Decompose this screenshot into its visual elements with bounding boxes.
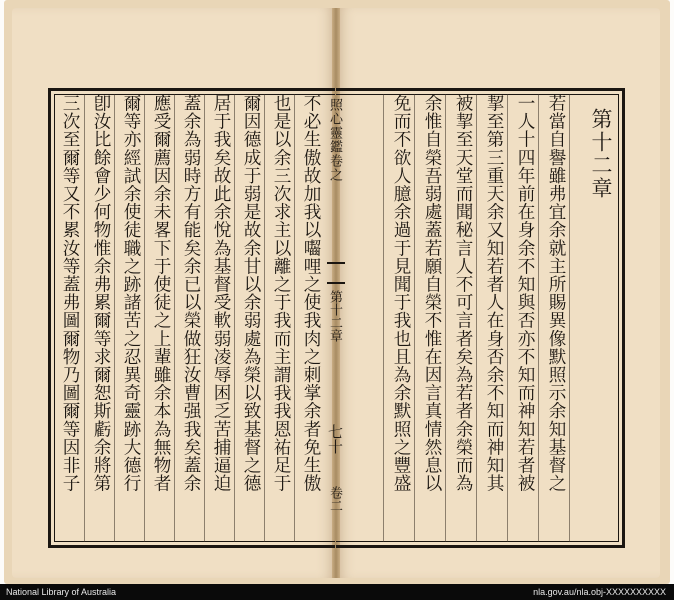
text-column: 爾等亦經試余使徒職之跡諸苦之忍異奇靈跡大德行: [121, 94, 141, 493]
text-column: 若當自譽雖弗宜余就主所賜異像默照示余知基督之: [546, 94, 566, 493]
column-rule: [538, 94, 539, 542]
column-rule: [414, 94, 415, 542]
column-rule: [234, 94, 235, 542]
center-strip: [325, 94, 347, 542]
column-rule: [114, 94, 115, 542]
running-chapter: 第十二章: [327, 290, 342, 342]
running-title: 照心靈鑑卷之: [327, 98, 342, 182]
text-column: 不必生傲故加我以囓哩之使我肉之刺掌余者免生傲: [301, 94, 321, 493]
column-rule: [383, 94, 384, 542]
column-rule: [476, 94, 477, 542]
text-column: 一人十四年前在身余不知與否亦不知而神知若者被: [515, 94, 535, 493]
column-rule: [507, 94, 508, 542]
text-column: 蓋余為弱時方有能矣余已以榮做狂汝曹强我矣蓋余: [181, 94, 201, 493]
text-column: 挈至第三重天余又知若者人在身否余不知而神知其: [484, 94, 504, 493]
text-column: 居于我矣故此余悅為基督受軟弱凌辱困乏苦捕逼迫: [211, 94, 231, 493]
text-column: 免而不欲人臆余過于見聞于我也且為余默照之豐盛: [391, 94, 411, 493]
column-rule: [174, 94, 175, 542]
text-column: 也是以余三次求主以離之于我而主謂我我恩祐足于: [271, 94, 291, 493]
text-column: 余惟自榮吾弱處蓋若願自榮不惟在因言真情然息以: [422, 94, 442, 493]
column-rule: [84, 94, 85, 542]
column-rule: [445, 94, 446, 542]
folio-number: 七十: [326, 424, 344, 454]
column-rule: [144, 94, 145, 542]
column-rule: [294, 94, 295, 542]
footer-bar: [0, 584, 674, 600]
volume-label: 卷二: [327, 486, 342, 512]
item-identifier: nla.gov.au/nla.obj-XXXXXXXXXX: [533, 587, 666, 597]
text-column: 卽汝比餘會少何物惟余弗累爾等求爾恕斯虧余將第: [91, 94, 111, 493]
text-column: 應受爾薦因余未畧下于使徒之上輩雖余本為無物者: [151, 94, 171, 493]
text-column: 被挈至天堂而聞秘言人不可言者矣為若者余榮而為: [453, 94, 473, 493]
chapter-heading: 第十二章: [589, 108, 613, 200]
fish-tail-mark: [327, 262, 345, 284]
column-rule: [569, 94, 570, 542]
library-credit: National Library of Australia: [6, 587, 117, 597]
column-rule: [264, 94, 265, 542]
text-column: 三次至爾等又不累汝等蓋弗圖爾物乃圖爾等因非子: [60, 94, 80, 493]
column-rule: [204, 94, 205, 542]
text-column: 爾因德成于弱是故余甘以余弱處為榮以致基督之德: [241, 94, 261, 493]
